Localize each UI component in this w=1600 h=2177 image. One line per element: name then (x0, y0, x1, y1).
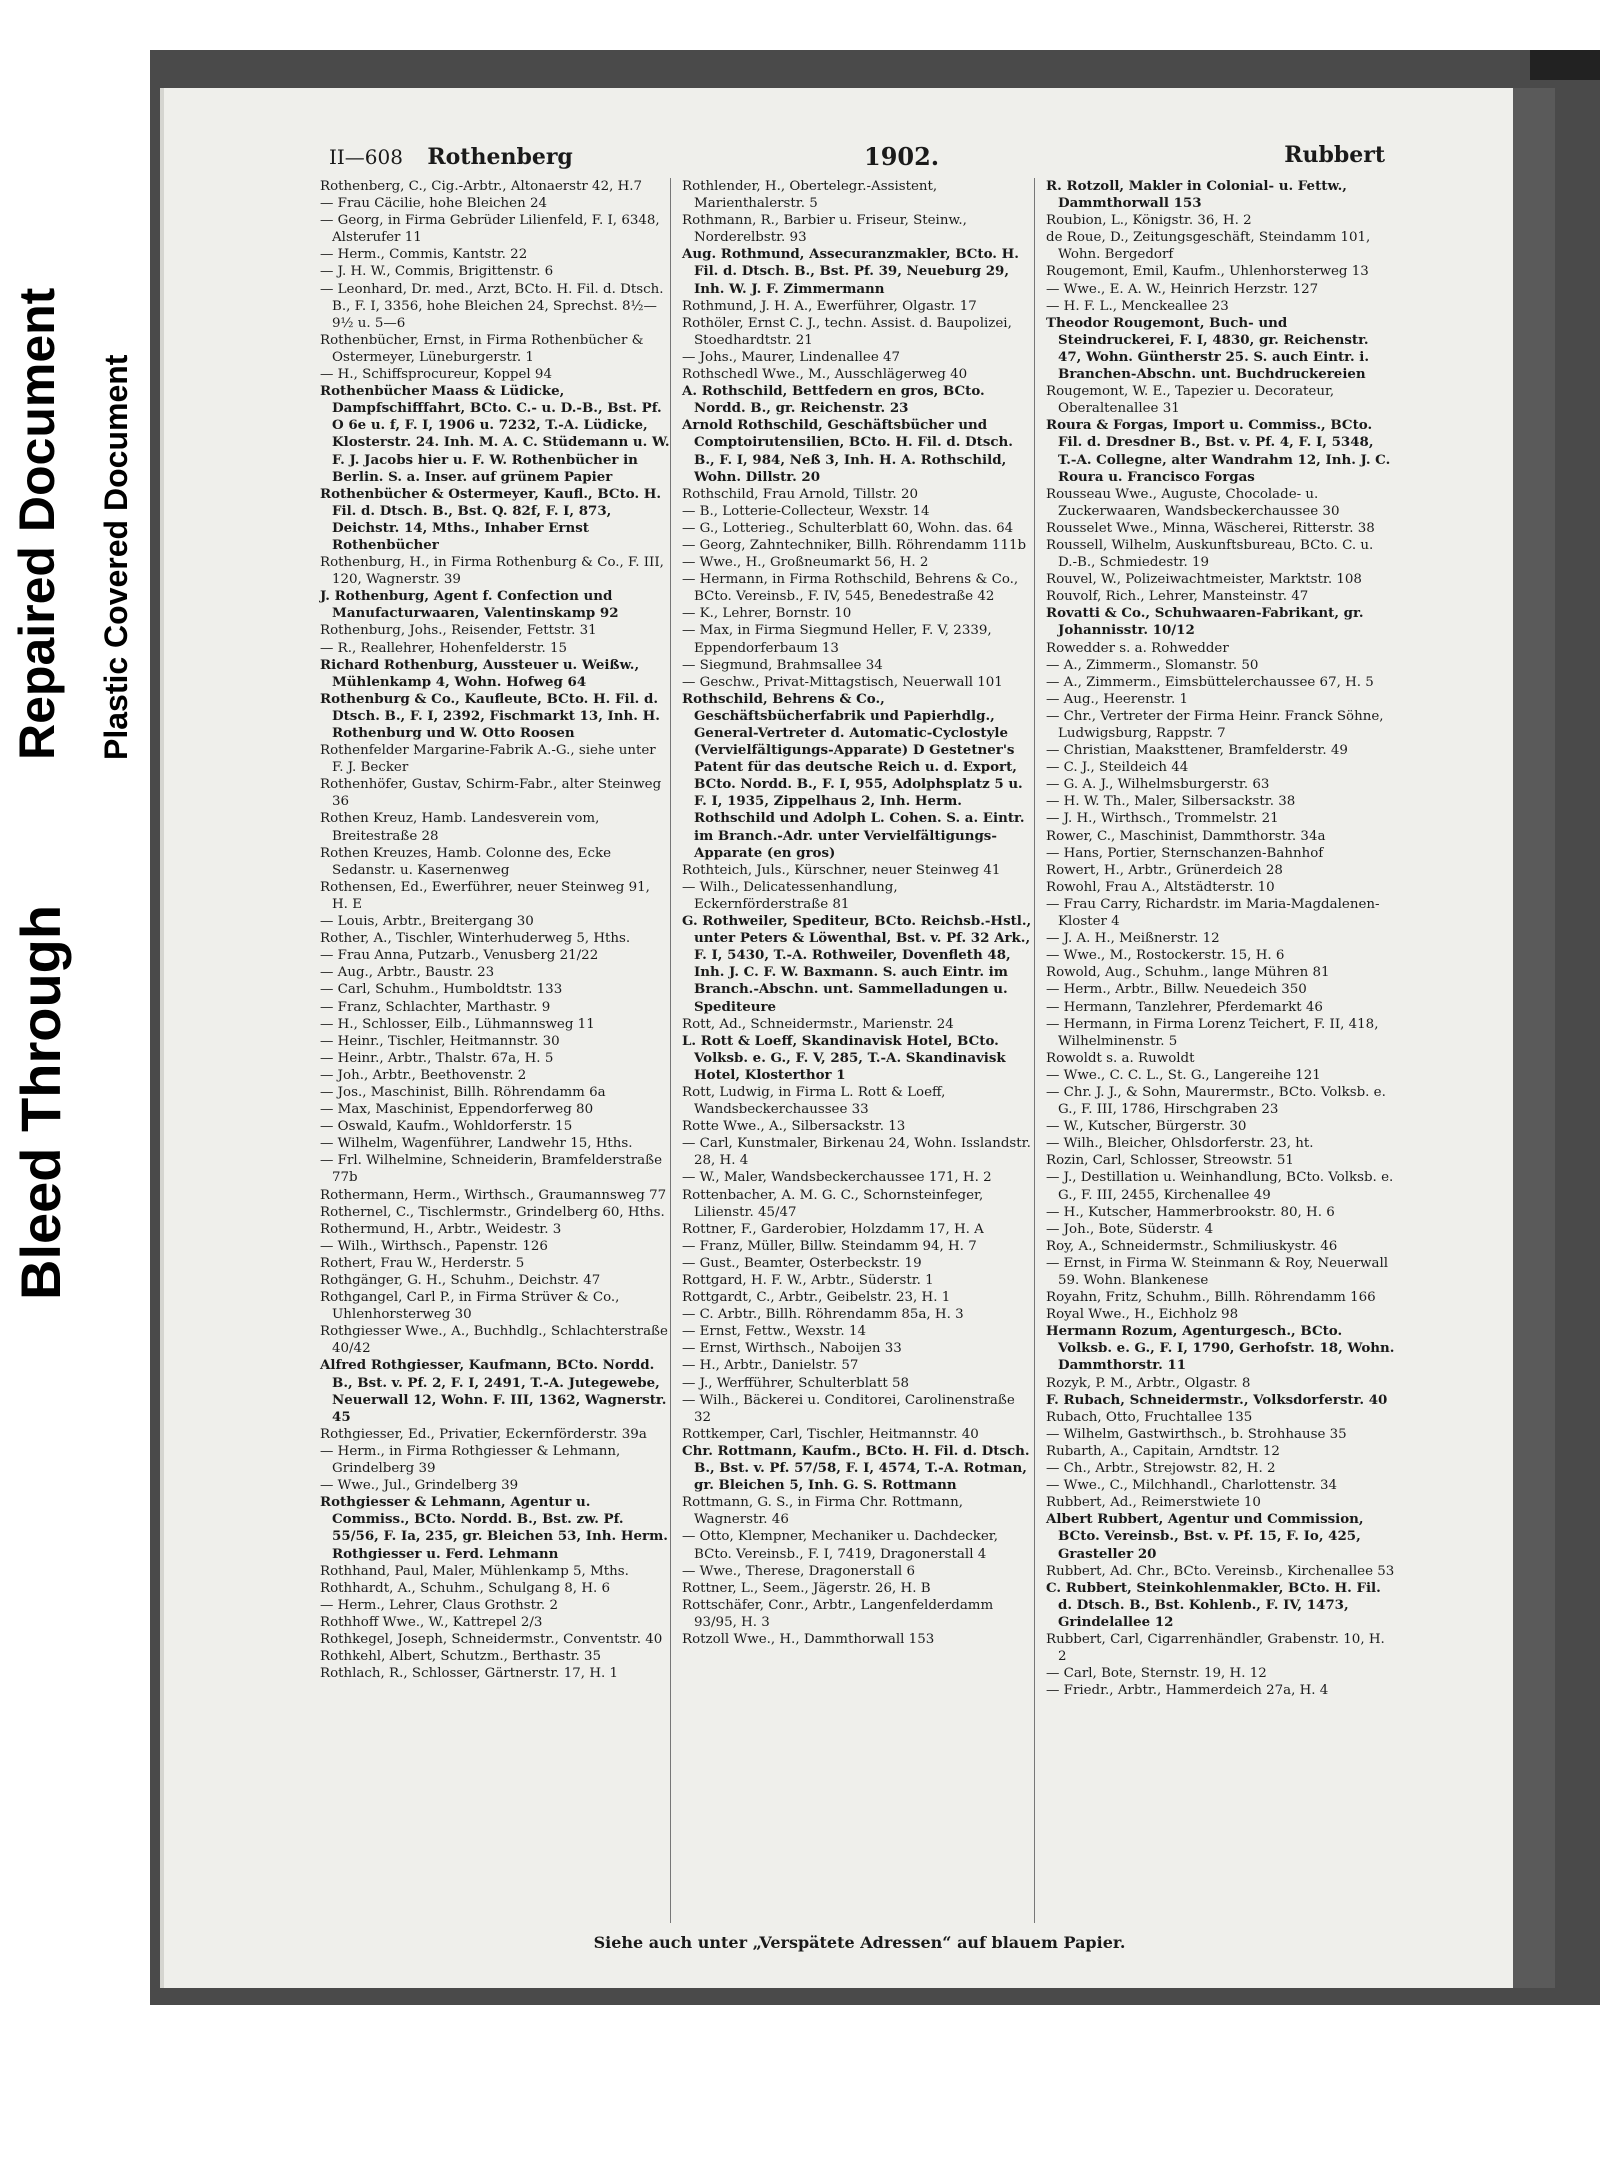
page-edge-shadow (1513, 88, 1555, 1988)
directory-entry: — Herm., in Firma Rothgiesser & Lehmann, Grindelberg 39 (320, 1443, 621, 1477)
directory-entry: — Joh., Bote, Süderstr. 4 (1046, 1221, 1214, 1237)
directory-entry: — Max, Maschinist, Eppendorferweg 80 (320, 1102, 594, 1118)
repaired-document-label: Repaired Document (9, 287, 65, 760)
directory-entry: — Wilh., Delicatessenhandlung, Eckernförderstraße 81 (682, 879, 898, 912)
directory-entry: — Wilh., Wirthsch., Papenstr. 126 (320, 1238, 548, 1254)
directory-entry: — Wwe., Jul., Grindelberg 39 (320, 1478, 519, 1494)
directory-entry: Rothen Kreuzes, Hamb. Colonne des, Ecke Sedanstr. u. Kasernenweg (320, 845, 611, 878)
directory-entry: Rovatti & Co., Schuhwaaren-Fabrikant, gr. Johannisstr. 10/12 (1046, 605, 1364, 639)
directory-entry: — H., Schlosser, Eilb., Lühmannsweg 11 (320, 1016, 595, 1032)
directory-entry: — Joh., Arbtr., Beethovenstr. 2 (320, 1067, 527, 1083)
directory-entry: Rothhoff Wwe., W., Kattrepel 2/3 (320, 1614, 543, 1630)
directory-entry: Rothen Kreuz, Hamb. Landesverein vom, Breitestraße 28 (320, 811, 600, 844)
directory-entry: Rott, Ad., Schneidermstr., Marienstr. 24 (682, 1016, 954, 1032)
directory-entry: Rothenfelder Margarine-Fabrik A.-G., siehe unter F. J. Becker (320, 743, 656, 776)
directory-entry: Rothschild, Behrens & Co., Geschäftsbücherfabrik und Papierhdlg., General-Vertreter d. Automatic-Cyclostyle (Vervielfältigungs-Apparate) D Gestetner's Patent für das deutsche Reich u. d. Export, BCto. Nordd. B., F. I, 955, Adolphsplatz 5 u. F. I, 1935, Zippelhaus 2, Inh. Herm. Rothschild und Adolph L. Cohen. S. a. Eintr. im Branch.-Adr. unter Vervielfältigungs-Apparate (en gros) (682, 690, 1025, 861)
directory-entry: Rottgard, H. F. W., Arbtr., Süderstr. 1 (682, 1273, 934, 1288)
directory-entry: — Chr. J. J., & Sohn, Maurermstr., BCto. Volksb. e. G., F. III, 1786, Hirschgraben 23 (1046, 1084, 1386, 1118)
directory-entry: — J. A. H., Meißnerstr. 12 (1046, 931, 1220, 947)
directory-entry: — Gust., Beamter, Osterbeckstr. 19 (682, 1255, 922, 1271)
side-labels (0, 0, 150, 2177)
directory-entry: Rozin, Carl, Schlosser, Streowstr. 51 (1046, 1153, 1294, 1169)
directory-entry: Rubbert, Ad., Reimerstwiete 10 (1046, 1495, 1261, 1511)
directory-entry: Rowold, Aug., Schuhm., lange Mühren 81 (1046, 965, 1330, 981)
directory-entry: — Wilhelm, Gastwirthsch., b. Strohhause 35 (1046, 1426, 1347, 1442)
directory-entry: Rothenbücher Maass & Lüdicke, Dampfschifffahrt, BCto. C.- u. D.-B., Bst. Pf. O 6e u. f, F. I, 1906 u. 7232, T.-A. Lüdicke, Klosterstr. 24. Inh. M. A. C. Stüdemann u. W. F. J. Jacobs hier u. F. W. Rothenbücher in Berlin. S. a. Inser. auf grünem Papier (320, 383, 670, 485)
directory-entry: Rothernel, C., Tischlermstr., Grindelberg 60, Hths. (320, 1204, 665, 1220)
column-1 (320, 178, 670, 1682)
directory-entry: — Franz, Schlachter, Marthastr. 9 (320, 999, 551, 1015)
directory-entry: Chr. Rottmann, Kaufm., BCto. H. Fil. d. Dtsch. B., Bst. v. Pf. 57/58, F. I, 4574, T.-A. Rotman, gr. Bleichen 5, Inh. G. S. Rottmann (682, 1442, 1030, 1494)
directory-entry: Rougemont, W. E., Tapezier u. Decorateur, Oberaltenallee 31 (1046, 384, 1335, 417)
directory-entry: — Louis, Arbtr., Breitergang 30 (320, 914, 534, 930)
directory-entry: — Wwe., C., Milchhandl., Charlottenstr. 34 (1046, 1478, 1338, 1494)
directory-entry: Rothensen, Ed., Ewerführer, neuer Steinweg 91, H. E (320, 879, 650, 912)
directory-columns (320, 178, 1400, 1928)
directory-entry: Rothenburg, H., in Firma Rothenburg & Co., F. III, 120, Wagnerstr. 39 (320, 555, 664, 588)
directory-entry: Rothenberg, C., Cig.-Arbtr., Altonaerstr 42, H.7 (320, 179, 643, 194)
directory-entry: Rougemont, Emil, Kaufm., Uhlenhorsterweg 13 (1046, 264, 1369, 280)
directory-entry: — Georg, Zahntechniker, Billh. Röhrendamm 111b (682, 537, 1027, 553)
page-header (164, 138, 1555, 178)
directory-entry: Rothhardt, A., Schuhm., Schulgang 8, H. 6 (320, 1580, 611, 1596)
directory-entry: Roussell, Wilhelm, Auskunftsbureau, BCto. C. u. D.-B., Schmiedestr. 19 (1046, 537, 1374, 571)
directory-entry: — A., Zimmerm., Eimsbüttelerchaussee 67, H. 5 (1046, 674, 1374, 690)
directory-entry: J. Rothenburg, Agent f. Confection und Manufacturwaaren, Valentinskamp 92 (320, 588, 619, 622)
directory-entry: Theodor Rougemont, Buch- und Steindruckerei, F. I, 4830, gr. Reichenstr. 47, Wohn. Güntherstr 25. S. auch Eintr. i. Branchen-Abschn. unt. Buchdruckereien (1046, 314, 1370, 383)
directory-entry: de Roue, D., Zeitungsgeschäft, Steindamm 101, Wohn. Bergedorf (1046, 230, 1371, 263)
directory-entry: Rothenburg & Co., Kaufleute, BCto. H. Fil. d. Dtsch. B., F. I, 2392, Fischmarkt 13, Inh. H. Rothenburg und W. Otto Roosen (320, 690, 660, 741)
directory-entry: Royal Wwe., H., Eichholz 98 (1046, 1307, 1239, 1323)
directory-entry: — A., Zimmerm., Slomanstr. 50 (1046, 657, 1259, 673)
directory-entry: Albert Rubbert, Agentur und Commission, BCto. Vereinsb., Bst. v. Pf. 15, F. Io, 425, Grasteller 20 (1046, 1511, 1364, 1562)
column-2 (682, 178, 1032, 1648)
directory-entry: — H., Kutscher, Hammerbrookstr. 80, H. 6 (1046, 1204, 1335, 1220)
directory-entry: — R., Reallehrer, Hohenfelderstr. 15 (320, 640, 568, 656)
directory-entry: — H., Schiffsprocureur, Koppel 94 (320, 367, 552, 383)
directory-entry: — K., Lehrer, Bornstr. 10 (682, 606, 852, 622)
directory-entry: Arnold Rothschild, Geschäftsbücher und Comptoirutensilien, BCto. H. Fil. d. Dtsch. B., F. I, 984, Neß 3, Inh. H. A. Rothschild, Wohn. Dillstr. 20 (682, 417, 1013, 485)
directory-entry: Rothgiesser, Ed., Privatier, Eckernförderstr. 39a (320, 1426, 647, 1442)
directory-entry: — J. H., Wirthsch., Trommelstr. 21 (1046, 811, 1279, 827)
directory-entry: — Hermann, Tanzlehrer, Pferdemarkt 46 (1046, 999, 1323, 1015)
directory-entry: Rubbert, Ad. Chr., BCto. Vereinsb., Kirchenallee 53 (1046, 1563, 1395, 1579)
directory-entry: C. Rubbert, Steinkohlenmakler, BCto. H. Fil. d. Dtsch. B., Bst. Kohlenb., F. IV, 1473, Grindelallee 12 (1046, 1579, 1381, 1630)
directory-entry: — Frl. Wilhelmine, Schneiderin, Bramfelderstraße 77b (320, 1153, 663, 1186)
directory-entry: Rothgänger, G. H., Schuhm., Deichstr. 47 (320, 1273, 601, 1288)
directory-entry: — Wilh., Bäckerei u. Conditorei, Carolinenstraße 32 (682, 1392, 1015, 1425)
directory-entry: — Wwe., Therese, Dragonerstall 6 (682, 1563, 915, 1579)
directory-entry: — Leonhard, Dr. med., Arzt, BCto. H. Fil. d. Dtsch. B., F. I, 3356, hohe Bleichen 24, Sprechst. 8½—9½ u. 5—6 (320, 281, 664, 331)
directory-entry: Rothermann, Herm., Wirthsch., Graumannsweg 77 (320, 1187, 667, 1203)
directory-entry: — J. H. W., Commis, Brigittenstr. 6 (320, 264, 554, 280)
directory-entry: Rothenhöfer, Gustav, Schirm-Fabr., alter Steinweg 36 (320, 777, 662, 810)
directory-entry: — Herm., Commis, Kantstr. 22 (320, 247, 528, 263)
directory-entry: — Wwe., H., Großneumarkt 56, H. 2 (682, 555, 929, 571)
directory-entry: Rubbert, Carl, Cigarrenhändler, Grabenstr. 10, H. 2 (1046, 1631, 1385, 1665)
directory-entry: Rouvolf, Rich., Lehrer, Mansteinstr. 47 (1046, 589, 1309, 605)
directory-entry: Rowert, H., Arbtr., Grünerdeich 28 (1046, 862, 1283, 878)
directory-entry: Rothenbücher, Ernst, in Firma Rothenbücher & Ostermeyer, Lüneburgerstr. 1 (320, 332, 644, 365)
directory-entry: — W., Kutscher, Bürgerstr. 30 (1046, 1119, 1247, 1135)
directory-entry: Rothschild, Frau Arnold, Tillstr. 20 (682, 486, 918, 502)
document-page (160, 88, 1555, 1988)
directory-entry: Rothmann, R., Barbier u. Friseur, Steinw., Norderelbstr. 93 (682, 213, 967, 246)
directory-entry: — Wwe., M., Rostockerstr. 15, H. 6 (1046, 948, 1285, 964)
directory-entry: A. Rothschild, Bettfedern en gros, BCto. Nordd. B., gr. Reichenstr. 23 (682, 383, 985, 417)
directory-entry: — Herm., Arbtr., Billw. Neuedeich 350 (1046, 982, 1307, 998)
directory-entry: — Johs., Maurer, Lindenallee 47 (682, 349, 901, 365)
directory-entry: Rottner, L., Seem., Jägerstr. 26, H. B (682, 1580, 931, 1596)
directory-entry: Rouvel, W., Polizeiwachtmeister, Marktstr. 108 (1046, 572, 1362, 588)
directory-entry: Alfred Rothgiesser, Kaufmann, BCto. Nordd. B., Bst. v. Pf. 2, F. I, 2491, T.-A. Jutegewebe, Neuerwall 12, Wohn. F. III, 1362, Wagnerstr. 45 (320, 1357, 667, 1425)
directory-entry: Rottkemper, Carl, Tischler, Heitmannstr. 40 (682, 1426, 979, 1442)
bleed-through-label: Bleed Through (9, 904, 72, 1300)
directory-entry: G. Rothweiler, Spediteur, BCto. Reichsb.-Hstl., unter Peters & Löwenthal, Bst. v. Pf. 32 Ark., F. I, 5430, T.-A. Rothweiler, Dovenfleth 48, Inh. J. C. F. W. Baxmann. S. auch Eintr. im Branch.-Abschn. unt. Sammelladungen u. Spediteure (682, 913, 1032, 1015)
directory-entry: — Otto, Klempner, Mechaniker u. Dachdecker, BCto. Vereinsb., F. I, 7419, Dragonerstall 4 (682, 1529, 998, 1562)
directory-entry: Rothgangel, Carl P., in Firma Strüver & Co., Uhlenhorsterweg 30 (320, 1290, 620, 1323)
directory-entry: — Oswald, Kaufm., Wohldorferstr. 15 (320, 1119, 573, 1135)
directory-entry: Rothmund, J. H. A., Ewerführer, Olgastr. 17 (682, 298, 977, 314)
directory-entry: — Herm., Lehrer, Claus Grothstr. 2 (320, 1597, 558, 1613)
directory-entry: Rothermund, H., Arbtr., Weidestr. 3 (320, 1221, 562, 1237)
directory-entry: — H. F. L., Menckeallee 23 (1046, 298, 1229, 314)
directory-entry: Rott, Ludwig, in Firma L. Rott & Loeff, Wandsbeckerchaussee 33 (682, 1084, 946, 1118)
directory-entry: — Heinr., Tischler, Heitmannstr. 30 (320, 1033, 560, 1049)
directory-entry: Roubion, L., Königstr. 36, H. 2 (1046, 213, 1252, 229)
directory-entry: — Carl, Schuhm., Humboldtstr. 133 (320, 982, 563, 998)
directory-entry: — B., Lotterie-Collecteur, Wexstr. 14 (682, 503, 930, 519)
footer-note: Siehe auch unter „Verspätete Adressen“ auf blauem Papier. (593, 1933, 1126, 1952)
directory-entry: — C. J., Steildeich 44 (1046, 760, 1189, 776)
directory-entry: Rower, C., Maschinist, Dammthorstr. 34a (1046, 828, 1326, 844)
header-left (329, 144, 573, 170)
directory-entry: Rothkehl, Albert, Schutzm., Berthastr. 35 (320, 1649, 602, 1665)
header-left-word: Rothenberg (427, 144, 573, 170)
directory-entry: Rothenbücher & Ostermeyer, Kaufl., BCto. H. Fil. d. Dtsch. B., Bst. Q. 82f, F. I, 873, Deichstr. 14, Mths., Inhaber Ernst Rothenbücher (320, 485, 662, 553)
directory-entry: — Christian, Maaksttener, Bramfelderstr. 49 (1046, 743, 1348, 759)
directory-entry: — Hermann, in Firma Lorenz Teichert, F. II, 418, Wilhelminenstr. 5 (1046, 1016, 1379, 1049)
directory-entry: Royahn, Fritz, Schuhm., Billh. Röhrendamm 166 (1046, 1290, 1376, 1306)
directory-entry: — Ch., Arbtr., Strejowstr. 82, H. 2 (1046, 1461, 1276, 1477)
directory-entry: Hermann Rozum, Agenturgesch., BCto. Volksb. e. G., F. I, 1790, Gerhofstr. 18, Wohn. Dammthorstr. 11 (1046, 1323, 1395, 1374)
directory-entry: F. Rubach, Schneidermstr., Volksdorferstr. 40 (1046, 1391, 1388, 1408)
directory-entry: — Hans, Portier, Sternschanzen-Bahnhof (1046, 845, 1324, 861)
directory-entry: — Hermann, in Firma Rothschild, Behrens & Co., BCto. Vereinsb., F. IV, 545, Benedestraße 42 (682, 572, 1019, 605)
directory-entry: Rottmann, G. S., in Firma Chr. Rottmann, Wagnerstr. 46 (682, 1495, 964, 1528)
directory-entry: — Frau Cäcilie, hohe Bleichen 24 (320, 196, 548, 212)
directory-entry: — W., Maler, Wandsbeckerchaussee 171, H. 2 (682, 1170, 992, 1186)
directory-entry: — Geschw., Privat-Mittagstisch, Neuerwall 101 (682, 674, 1003, 690)
directory-entry: — Wilh., Bleicher, Ohlsdorferstr. 23, ht. (1046, 1136, 1314, 1152)
directory-entry: Rothert, Frau W., Herderstr. 5 (320, 1255, 525, 1271)
directory-entry: Rotzoll Wwe., H., Dammthorwall 153 (682, 1631, 935, 1647)
directory-entry: Rowedder s. a. Rohwedder (1046, 640, 1229, 656)
directory-entry: — H., Arbtr., Danielstr. 57 (682, 1358, 859, 1374)
directory-entry: Rothgiesser & Lehmann, Agentur u. Commiss., BCto. Nordd. B., Bst. zw. Pf. 55/56, F. Ia, 235, gr. Bleichen 53, Inh. Herm. Rothgiesser u. Ferd. Lehmann (320, 1494, 668, 1562)
directory-entry: — J., Destillation u. Weinhandlung, BCto. Volksb. e. G., F. III, 2455, Kirchenallee 49 (1046, 1170, 1394, 1203)
directory-entry: — Jos., Maschinist, Billh. Röhrendamm 6a (320, 1084, 606, 1100)
directory-entry: — Ernst, in Firma W. Steinmann & Roy, Neuerwall 59. Wohn. Blankenese (1046, 1255, 1389, 1288)
directory-entry: — Chr., Vertreter der Firma Heinr. Franck Söhne, Ludwigsburg, Rappstr. 7 (1046, 708, 1384, 741)
directory-entry: Rottgardt, C., Arbtr., Geibelstr. 23, H. 1 (682, 1290, 951, 1306)
directory-entry: Rowoldt s. a. Ruwoldt (1046, 1050, 1195, 1066)
directory-entry: Rothenburg, Johs., Reisender, Fettstr. 31 (320, 623, 597, 639)
directory-entry: Rothöler, Ernst C. J., techn. Assist. d. Baupolizei, Stoedhardtstr. 21 (682, 315, 1012, 348)
directory-entry: Rubarth, A., Capitain, Arndtstr. 12 (1046, 1443, 1280, 1459)
directory-entry: — Frau Carry, Richardstr. im Maria-Magdalenen-Kloster 4 (1046, 896, 1380, 930)
page-number: II—608 (329, 145, 403, 169)
directory-entry: Rothteich, Juls., Kürschner, neuer Steinweg 41 (682, 862, 1001, 878)
directory-entry: — Aug., Heerenstr. 1 (1046, 691, 1188, 707)
directory-entry: Rousselet Wwe., Minna, Wäscherei, Ritterstr. 38 (1046, 520, 1375, 536)
directory-entry: Richard Rothenburg, Aussteuer u. Weißw., Mühlenkamp 4, Wohn. Hofweg 64 (320, 656, 640, 690)
directory-entry: Rother, A., Tischler, Winterhuderweg 5, Hths. (320, 931, 631, 947)
directory-entry: — G., Lotterieg., Schulterblatt 60, Wohn. das. 64 (682, 520, 1014, 536)
scan-corner (1530, 50, 1600, 80)
directory-entry: Roura & Forgas, Import u. Commiss., BCto. Fil. d. Dresdner B., Bst. v. Pf. 4, F. I, 5348, T.-A. Collegne, alter Wandrahm 12, Inh. J. C. Roura u. Francisco Forgas (1046, 417, 1391, 485)
directory-entry: — Ernst, Fettw., Wexstr. 14 (682, 1324, 866, 1340)
directory-entry: Rottner, F., Garderobier, Holzdamm 17, H. A (682, 1221, 984, 1237)
directory-entry: — Wwe., C. C. L., St. G., Langereihe 121 (1046, 1067, 1321, 1083)
directory-entry: — C. Arbtr., Billh. Röhrendamm 85a, H. 3 (682, 1307, 964, 1323)
directory-entry: — Siegmund, Brahmsallee 34 (682, 657, 883, 673)
directory-entry: Roy, A., Schneidermstr., Schmiliuskystr. 46 (1046, 1238, 1338, 1254)
directory-entry: Rottenbacher, A. M. G. C., Schornsteinfeger, Lilienstr. 45/47 (682, 1187, 984, 1220)
directory-entry: Rotte Wwe., A., Silbersackstr. 13 (682, 1119, 906, 1135)
directory-entry: — Wwe., E. A. W., Heinrich Herzstr. 127 (1046, 281, 1319, 297)
column-3 (1046, 178, 1396, 1699)
directory-entry: Rottschäfer, Conr., Arbtr., Langenfelderdamm 93/95, H. 3 (682, 1597, 994, 1630)
directory-entry: — G. A. J., Wilhelmsburgerstr. 63 (1046, 777, 1270, 793)
directory-entry: Rothschedl Wwe., M., Ausschlägerweg 40 (682, 367, 968, 383)
directory-entry: Rozyk, P. M., Arbtr., Olgastr. 8 (1046, 1375, 1251, 1391)
directory-entry: — Friedr., Arbtr., Hammerdeich 27a, H. 4 (1046, 1683, 1329, 1699)
directory-entry: Aug. Rothmund, Assecuranzmakler, BCto. H. Fil. d. Dtsch. B., Bst. Pf. 39, Neueburg 29, Inh. W. J. F. Zimmermann (682, 246, 1019, 297)
directory-entry: — Carl, Kunstmaler, Birkenau 24, Wohn. Isslandstr. 28, H. 4 (682, 1136, 1031, 1169)
directory-entry: Rothgiesser Wwe., A., Buchhdlg., Schlachterstraße 40/42 (320, 1324, 668, 1357)
directory-entry: Rothlach, R., Schlosser, Gärtnerstr. 17, H. 1 (320, 1666, 619, 1682)
directory-entry: L. Rott & Loeff, Skandinavisk Hotel, BCto. Volksb. e. G., F. V, 285, T.-A. Skandinavisk Hotel, Klosterthor 1 (682, 1032, 1006, 1083)
header-year: 1902. (864, 142, 940, 171)
directory-entry: Rothlender, H., Obertelegr.-Assistent, Marienthalerstr. 5 (682, 179, 938, 212)
directory-entry: — Georg, in Firma Gebrüder Lilienfeld, F. I, 6348, Alsterufer 11 (320, 213, 660, 246)
directory-entry: — J., Werfführer, Schulterblatt 58 (682, 1375, 910, 1391)
directory-entry: Rubach, Otto, Fruchtallee 135 (1046, 1409, 1253, 1425)
directory-entry: — Max, in Firma Siegmund Heller, F. V, 2339, Eppendorferbaum 13 (682, 623, 992, 656)
directory-entry: — H. W. Th., Maler, Silbersackstr. 38 (1046, 794, 1296, 810)
directory-entry: Rothkegel, Joseph, Schneidermstr., Conventstr. 40 (320, 1631, 663, 1647)
directory-entry: — Heinr., Arbtr., Thalstr. 67a, H. 5 (320, 1050, 554, 1066)
directory-entry: — Frau Anna, Putzarb., Venusberg 21/22 (320, 948, 599, 964)
header-right-word: Rubbert (1284, 142, 1385, 168)
directory-entry: Rousseau Wwe., Auguste, Chocolade- u. Zuckerwaaren, Wandsbeckerchaussee 30 (1046, 486, 1340, 519)
directory-entry: — Ernst, Wirthsch., Naboijen 33 (682, 1341, 902, 1357)
directory-entry: Rothhand, Paul, Maler, Mühlenkamp 5, Mths. (320, 1563, 629, 1579)
directory-entry: Rowohl, Frau A., Altstädterstr. 10 (1046, 879, 1275, 895)
directory-entry: R. Rotzoll, Makler in Colonial- u. Fettw., Dammthorwall 153 (1046, 178, 1347, 212)
directory-entry: — Wilhelm, Wagenführer, Landwehr 15, Hths. (320, 1136, 633, 1152)
directory-entry: — Carl, Bote, Sternstr. 19, H. 12 (1046, 1666, 1267, 1682)
plastic-covered-label: Plastic Covered Document (98, 354, 134, 760)
directory-entry: — Franz, Müller, Billw. Steindamm 94, H. 7 (682, 1238, 977, 1254)
directory-entry: — Aug., Arbtr., Baustr. 23 (320, 965, 495, 981)
